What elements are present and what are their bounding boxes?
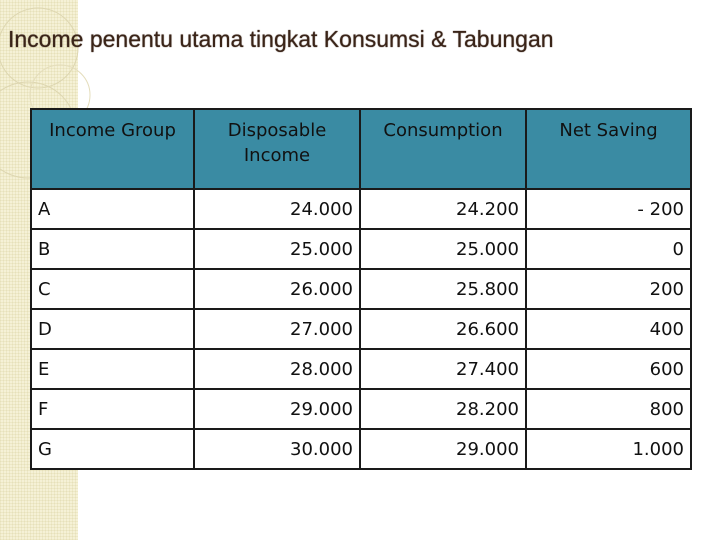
cell-income-group: C	[31, 269, 194, 309]
table-row	[31, 429, 691, 469]
cell-consumption: 29.000	[360, 429, 526, 469]
cell-consumption: 24.200	[360, 189, 526, 229]
cell-consumption: 26.600	[360, 309, 526, 349]
page-title: Income penentu utama tingkat Konsumsi & Tabungan	[8, 26, 554, 52]
header-consumption: Consumption	[360, 109, 526, 189]
cell-disposable-income: 26.000	[194, 269, 360, 309]
income-table	[30, 108, 692, 470]
cell-income-group: E	[31, 349, 194, 389]
cell-income-group: D	[31, 309, 194, 349]
cell-net-saving: - 200	[526, 189, 691, 229]
cell-net-saving: 400	[526, 309, 691, 349]
cell-consumption: 27.400	[360, 349, 526, 389]
cell-net-saving: 200	[526, 269, 691, 309]
table-header-row	[31, 109, 691, 189]
cell-disposable-income: 29.000	[194, 389, 360, 429]
cell-disposable-income: 24.000	[194, 189, 360, 229]
table-row	[31, 189, 691, 229]
header-net-saving: Net Saving	[526, 109, 691, 189]
table-row	[31, 309, 691, 349]
header-income-group: Income Group	[31, 109, 194, 189]
cell-disposable-income: 30.000	[194, 429, 360, 469]
cell-net-saving: 600	[526, 349, 691, 389]
cell-net-saving: 1.000	[526, 429, 691, 469]
cell-disposable-income: 28.000	[194, 349, 360, 389]
table-row	[31, 229, 691, 269]
cell-net-saving: 0	[526, 229, 691, 269]
cell-net-saving: 800	[526, 389, 691, 429]
cell-income-group: A	[31, 189, 194, 229]
table-row	[31, 349, 691, 389]
cell-income-group: G	[31, 429, 194, 469]
header-disposable-income: Disposable Income	[194, 109, 360, 189]
table-row	[31, 269, 691, 309]
table-row	[31, 389, 691, 429]
cell-disposable-income: 25.000	[194, 229, 360, 269]
cell-income-group: F	[31, 389, 194, 429]
cell-consumption: 25.000	[360, 229, 526, 269]
cell-consumption: 25.800	[360, 269, 526, 309]
cell-disposable-income: 27.000	[194, 309, 360, 349]
cell-consumption: 28.200	[360, 389, 526, 429]
cell-income-group: B	[31, 229, 194, 269]
